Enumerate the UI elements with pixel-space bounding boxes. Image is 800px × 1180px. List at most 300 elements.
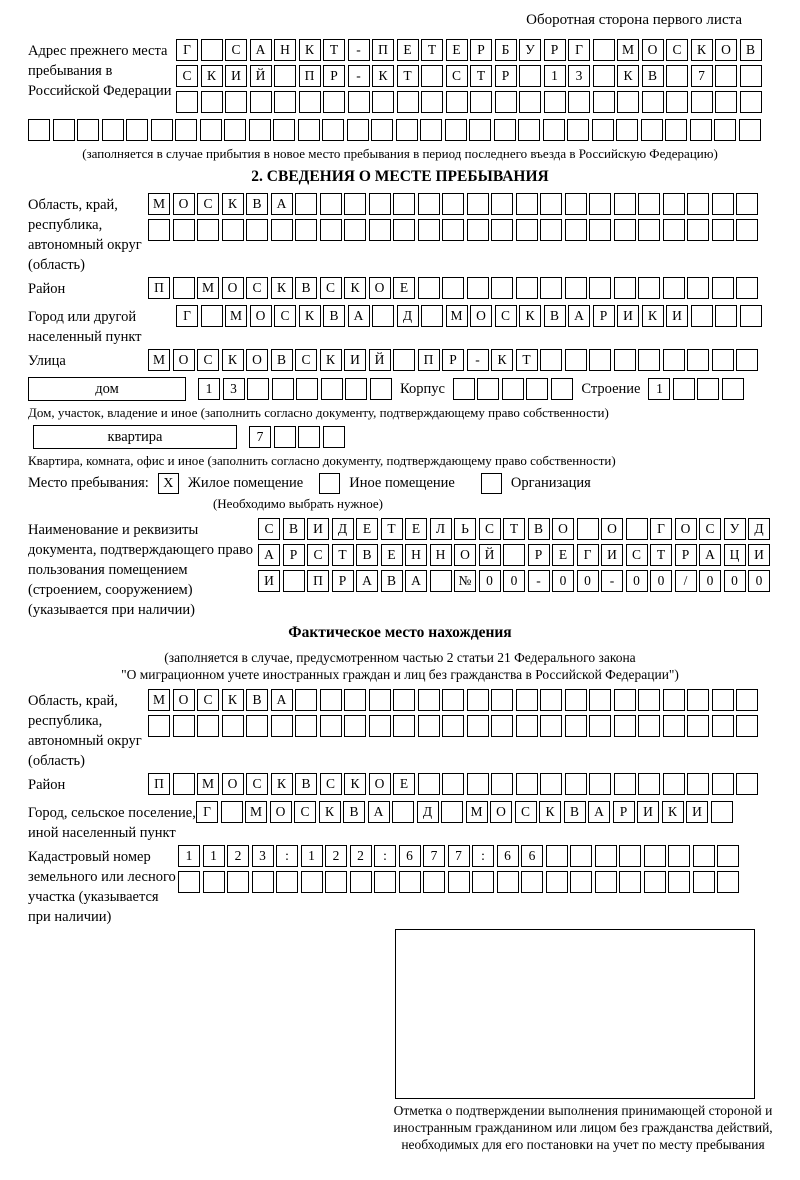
- char-cell: [526, 378, 548, 400]
- char-cell: [369, 219, 391, 241]
- char-cell: [472, 871, 494, 893]
- char-cell: [446, 91, 468, 113]
- char-cell: [421, 91, 443, 113]
- char-cell: [494, 119, 516, 141]
- actual-location-caption-line-1: (заполняется в случае, предусмотренном частью 2 статьи 21 Федерального закона: [164, 650, 636, 665]
- document-rows: [258, 518, 773, 596]
- char-cell: 0: [748, 570, 770, 592]
- char-cell: [687, 349, 709, 371]
- char-cell: [619, 871, 641, 893]
- char-cell: 6: [497, 845, 519, 867]
- char-cell: [393, 715, 415, 737]
- char-cell: [296, 378, 318, 400]
- char-cell: К: [299, 39, 321, 61]
- char-cell: [467, 193, 489, 215]
- char-cell: [467, 277, 489, 299]
- char-cell: [519, 91, 541, 113]
- char-cell: К: [344, 277, 366, 299]
- char-cell: [516, 689, 538, 711]
- actual-location-title: Фактическое место нахождения: [288, 624, 512, 641]
- char-cell: [589, 193, 611, 215]
- char-cell: Д: [397, 305, 419, 327]
- char-cell: 7: [249, 426, 271, 448]
- char-cell: О: [601, 518, 623, 540]
- char-cell: К: [320, 349, 342, 371]
- char-cell: [577, 518, 599, 540]
- char-cell: В: [343, 801, 365, 823]
- char-cell: [374, 871, 396, 893]
- char-cell: [344, 219, 366, 241]
- char-cell: Д: [748, 518, 770, 540]
- stroenie-label: Строение: [581, 380, 641, 397]
- char-cell: [299, 91, 321, 113]
- char-cell: И: [748, 544, 770, 566]
- char-cell: 0: [626, 570, 648, 592]
- char-cell: -: [348, 39, 370, 61]
- char-cell: С: [699, 518, 721, 540]
- char-cell: [638, 715, 660, 737]
- char-cell: Г: [568, 39, 590, 61]
- char-cell: В: [295, 277, 317, 299]
- char-cell: К: [222, 689, 244, 711]
- char-cell: [543, 119, 565, 141]
- char-cell: С: [258, 518, 280, 540]
- char-cell: В: [295, 773, 317, 795]
- char-cell: [589, 349, 611, 371]
- char-cell: В: [246, 689, 268, 711]
- char-cell: [715, 305, 737, 327]
- char-cell: У: [724, 518, 746, 540]
- char-cell: [589, 689, 611, 711]
- actual-region-label: Область, край, республика, автономный округ (область): [28, 693, 142, 769]
- char-cell: [323, 91, 345, 113]
- char-cell: [722, 378, 744, 400]
- char-cell: [540, 715, 562, 737]
- apartment-cells: [249, 426, 347, 448]
- char-cell: [687, 219, 709, 241]
- char-cell: 0: [577, 570, 599, 592]
- char-cell: [283, 570, 305, 592]
- char-cell: [320, 689, 342, 711]
- house-cells: [198, 378, 394, 400]
- char-cell: Т: [650, 544, 672, 566]
- char-cell: [491, 277, 513, 299]
- char-cell: С: [274, 305, 296, 327]
- char-cell: С: [515, 801, 537, 823]
- char-cell: А: [271, 193, 293, 215]
- char-cell: [491, 715, 513, 737]
- char-cell: [393, 219, 415, 241]
- char-cell: М: [466, 801, 488, 823]
- char-cell: 0: [552, 570, 574, 592]
- char-cell: [418, 715, 440, 737]
- char-cell: [225, 91, 247, 113]
- char-cell: 1: [648, 378, 670, 400]
- char-cell: И: [225, 65, 247, 87]
- char-cell: [540, 277, 562, 299]
- char-cell: [221, 801, 243, 823]
- char-cell: [592, 119, 614, 141]
- char-cell: [644, 871, 666, 893]
- stay-type-caption: (Необходимо выбрать нужное): [212, 496, 384, 511]
- char-cell: Б: [495, 39, 517, 61]
- char-cell: [619, 845, 641, 867]
- char-cell: [200, 119, 222, 141]
- char-cell: М: [197, 277, 219, 299]
- char-cell: С: [446, 65, 468, 87]
- prev-address-caption: (заполняется в случае прибытия в новое место пребывания в период последнего въезда в Российскую Федерацию): [82, 146, 718, 161]
- stay-type-row: [28, 473, 772, 494]
- char-cell: [589, 277, 611, 299]
- char-cell: Е: [393, 277, 415, 299]
- residential-label: Жилое помещение: [187, 475, 304, 491]
- char-cell: Р: [442, 349, 464, 371]
- char-cell: [638, 349, 660, 371]
- char-cell: [420, 119, 442, 141]
- char-cell: 0: [479, 570, 501, 592]
- district-field: [28, 277, 772, 303]
- char-cell: [227, 871, 249, 893]
- char-cell: 3: [252, 845, 274, 867]
- char-cell: [691, 305, 713, 327]
- char-cell: [736, 277, 758, 299]
- char-cell: О: [222, 773, 244, 795]
- char-cell: Е: [397, 39, 419, 61]
- char-cell: [593, 91, 615, 113]
- char-cell: 6: [521, 845, 543, 867]
- confirmation-stamp-box: [395, 929, 755, 1099]
- char-cell: [301, 871, 323, 893]
- char-cell: [399, 871, 421, 893]
- other-premises-checkbox: [319, 473, 340, 494]
- char-cell: К: [662, 801, 684, 823]
- char-cell: [565, 193, 587, 215]
- char-cell: [272, 378, 294, 400]
- char-cell: [348, 91, 370, 113]
- char-cell: [642, 91, 664, 113]
- char-cell: Р: [544, 39, 566, 61]
- char-cell: [491, 773, 513, 795]
- char-cell: [589, 773, 611, 795]
- char-cell: А: [348, 305, 370, 327]
- organization-checkbox: [481, 473, 502, 494]
- char-cell: №: [454, 570, 476, 592]
- document-label: Наименование и реквизиты документа, подтверждающего право пользования помещением (строением, сооружением) (указывается при наличии): [28, 522, 254, 618]
- actual-region-field: [28, 689, 772, 771]
- char-cell: [565, 277, 587, 299]
- char-cell: [477, 378, 499, 400]
- char-cell: [470, 91, 492, 113]
- char-cell: К: [691, 39, 713, 61]
- region-label: Область, край, республика, автономный округ (область): [28, 197, 142, 273]
- char-cell: К: [222, 349, 244, 371]
- char-cell: А: [588, 801, 610, 823]
- char-cell: К: [222, 193, 244, 215]
- district-label: Район: [28, 281, 66, 297]
- char-cell: Р: [332, 570, 354, 592]
- actual-city-label: Город, сельское поселение, иной населенный пункт: [28, 805, 196, 841]
- cadastral-row-1: [178, 845, 742, 867]
- char-cell: [502, 378, 524, 400]
- stroenie-cells: [648, 378, 746, 400]
- char-cell: О: [270, 801, 292, 823]
- char-cell: [519, 65, 541, 87]
- actual-region-row-1: [148, 689, 761, 711]
- char-cell: [222, 219, 244, 241]
- char-cell: [371, 119, 393, 141]
- char-cell: А: [368, 801, 390, 823]
- char-cell: К: [617, 65, 639, 87]
- char-cell: М: [148, 193, 170, 215]
- char-cell: [736, 715, 758, 737]
- char-cell: С: [246, 277, 268, 299]
- char-cell: 0: [724, 570, 746, 592]
- char-cell: [246, 715, 268, 737]
- char-cell: И: [686, 801, 708, 823]
- char-cell: Е: [393, 773, 415, 795]
- char-cell: [350, 871, 372, 893]
- char-cell: [495, 91, 517, 113]
- char-cell: [322, 119, 344, 141]
- organization-label: Организация: [510, 475, 591, 491]
- char-cell: [736, 193, 758, 215]
- char-cell: [418, 277, 440, 299]
- char-cell: И: [617, 305, 639, 327]
- char-cell: А: [250, 39, 272, 61]
- char-cell: К: [372, 65, 394, 87]
- actual-region-row-2: [148, 715, 761, 737]
- char-cell: [320, 715, 342, 737]
- char-cell: [201, 305, 223, 327]
- region-row-2: [148, 219, 761, 241]
- char-cell: [323, 426, 345, 448]
- char-cell: И: [637, 801, 659, 823]
- char-cell: А: [356, 570, 378, 592]
- char-cell: [540, 689, 562, 711]
- char-cell: [516, 219, 538, 241]
- char-cell: М: [197, 773, 219, 795]
- document-field: [28, 518, 772, 620]
- char-cell: [697, 378, 719, 400]
- char-cell: [711, 801, 733, 823]
- actual-region-rows: [148, 689, 761, 741]
- char-cell: [442, 193, 464, 215]
- char-cell: Г: [176, 39, 198, 61]
- char-cell: О: [642, 39, 664, 61]
- prev-address-row-1: [176, 39, 764, 61]
- char-cell: :: [374, 845, 396, 867]
- char-cell: [392, 801, 414, 823]
- actual-city-row: [196, 801, 735, 823]
- char-cell: В: [271, 349, 293, 371]
- char-cell: Г: [196, 801, 218, 823]
- char-cell: [638, 277, 660, 299]
- char-cell: С: [307, 544, 329, 566]
- char-cell: [565, 219, 587, 241]
- char-cell: [663, 277, 685, 299]
- char-cell: [638, 773, 660, 795]
- char-cell: [565, 715, 587, 737]
- char-cell: [570, 871, 592, 893]
- region-row-1: [148, 193, 761, 215]
- char-cell: 7: [423, 845, 445, 867]
- char-cell: К: [271, 277, 293, 299]
- char-cell: [102, 119, 124, 141]
- char-cell: [151, 119, 173, 141]
- char-cell: [736, 689, 758, 711]
- char-cell: [690, 119, 712, 141]
- char-cell: О: [552, 518, 574, 540]
- char-cell: К: [319, 801, 341, 823]
- char-cell: Н: [274, 39, 296, 61]
- char-cell: [589, 715, 611, 737]
- char-cell: С: [320, 773, 342, 795]
- page-side-note: Оборотная сторона первого листа: [526, 12, 742, 28]
- char-cell: [396, 119, 418, 141]
- apartment-type-box: квартира: [33, 425, 237, 449]
- char-cell: [740, 65, 762, 87]
- confirmation-area: [358, 929, 800, 1153]
- char-cell: М: [617, 39, 639, 61]
- char-cell: К: [539, 801, 561, 823]
- char-cell: [546, 845, 568, 867]
- char-cell: [740, 305, 762, 327]
- char-cell: О: [369, 773, 391, 795]
- char-cell: [595, 871, 617, 893]
- section2-title: 2. СВЕДЕНИЯ О МЕСТЕ ПРЕБЫВАНИЯ: [251, 168, 549, 185]
- char-cell: [295, 689, 317, 711]
- char-cell: В: [642, 65, 664, 87]
- char-cell: В: [246, 193, 268, 215]
- char-cell: [372, 91, 394, 113]
- char-cell: О: [173, 193, 195, 215]
- char-cell: [320, 219, 342, 241]
- char-cell: [28, 119, 50, 141]
- char-cell: С: [320, 277, 342, 299]
- char-cell: [442, 277, 464, 299]
- city-label: Город или другой населенный пункт: [28, 309, 142, 345]
- actual-city-field: [28, 801, 772, 843]
- char-cell: [345, 378, 367, 400]
- char-cell: [503, 544, 525, 566]
- char-cell: О: [173, 689, 195, 711]
- region-field: [28, 193, 772, 275]
- char-cell: [593, 65, 615, 87]
- char-cell: [126, 119, 148, 141]
- char-cell: О: [675, 518, 697, 540]
- char-cell: В: [564, 801, 586, 823]
- char-cell: [491, 689, 513, 711]
- char-cell: Р: [323, 65, 345, 87]
- char-cell: Т: [470, 65, 492, 87]
- char-cell: [201, 91, 223, 113]
- cadastral-row-2: [178, 871, 742, 893]
- actual-district-row: [148, 773, 761, 795]
- char-cell: [441, 801, 463, 823]
- char-cell: [663, 715, 685, 737]
- char-cell: :: [472, 845, 494, 867]
- char-cell: П: [148, 277, 170, 299]
- char-cell: [369, 193, 391, 215]
- char-cell: [614, 277, 636, 299]
- char-cell: Т: [421, 39, 443, 61]
- char-cell: [222, 715, 244, 737]
- char-cell: [712, 349, 734, 371]
- street-field: [28, 349, 772, 375]
- char-cell: [641, 119, 663, 141]
- char-cell: И: [601, 544, 623, 566]
- char-cell: [565, 349, 587, 371]
- char-cell: К: [344, 773, 366, 795]
- char-cell: С: [294, 801, 316, 823]
- char-cell: А: [568, 305, 590, 327]
- char-cell: [421, 65, 443, 87]
- char-cell: [274, 426, 296, 448]
- char-cell: [497, 871, 519, 893]
- char-cell: [467, 773, 489, 795]
- char-cell: [453, 378, 475, 400]
- char-cell: Н: [430, 544, 452, 566]
- char-cell: [687, 689, 709, 711]
- char-cell: П: [372, 39, 394, 61]
- char-cell: [568, 91, 590, 113]
- char-cell: Л: [430, 518, 452, 540]
- char-cell: [173, 773, 195, 795]
- char-cell: К: [271, 773, 293, 795]
- char-cell: Й: [369, 349, 391, 371]
- char-cell: [247, 378, 269, 400]
- char-cell: [540, 219, 562, 241]
- confirmation-caption: Отметка о подтверждении выполнения принимающей стороной и иностранным гражданином или лицом без гражданства действий, необходимых для его постановки на учет по месту пребывания: [393, 1103, 773, 1152]
- char-cell: [714, 119, 736, 141]
- char-cell: [203, 871, 225, 893]
- char-cell: П: [148, 773, 170, 795]
- char-cell: Р: [613, 801, 635, 823]
- char-cell: С: [197, 689, 219, 711]
- char-cell: [712, 689, 734, 711]
- char-cell: [565, 773, 587, 795]
- char-cell: 0: [503, 570, 525, 592]
- char-cell: :: [276, 845, 298, 867]
- char-cell: Т: [323, 39, 345, 61]
- char-cell: С: [197, 349, 219, 371]
- char-cell: М: [148, 689, 170, 711]
- char-cell: [442, 689, 464, 711]
- char-cell: М: [225, 305, 247, 327]
- char-cell: Е: [381, 544, 403, 566]
- char-cell: Р: [495, 65, 517, 87]
- korpus-label: Корпус: [400, 380, 445, 397]
- char-cell: Т: [381, 518, 403, 540]
- char-cell: [666, 65, 688, 87]
- char-cell: [370, 378, 392, 400]
- char-cell: К: [201, 65, 223, 87]
- char-cell: Е: [552, 544, 574, 566]
- city-row: [176, 305, 764, 327]
- char-cell: [397, 91, 419, 113]
- char-cell: Ь: [454, 518, 476, 540]
- actual-location-caption-line-2: "О миграционном учете иностранных граждан и лиц без гражданства в Российской Федерации"): [121, 667, 679, 682]
- apartment-row: [28, 425, 772, 449]
- char-cell: [246, 219, 268, 241]
- char-cell: 2: [227, 845, 249, 867]
- char-cell: Д: [332, 518, 354, 540]
- char-cell: [467, 715, 489, 737]
- char-cell: [344, 193, 366, 215]
- char-cell: [736, 349, 758, 371]
- char-cell: С: [246, 773, 268, 795]
- char-cell: [516, 715, 538, 737]
